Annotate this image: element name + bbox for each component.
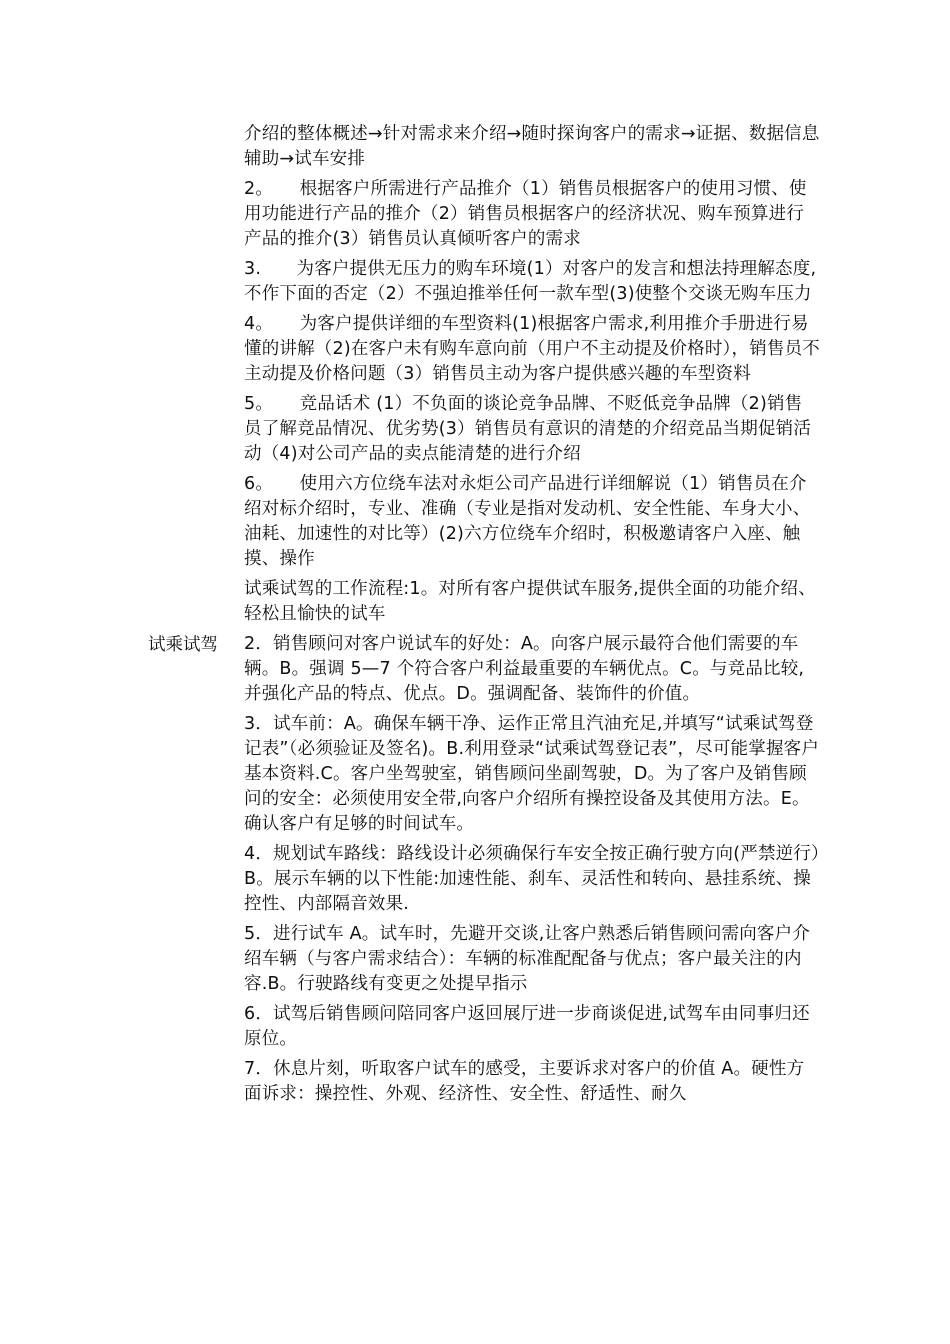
paragraph-test-drive-flow: 试乘试驾的工作流程:1。对所有客户提供试车服务,提供全面的功能介绍、轻松且愉快的试车 [244, 579, 816, 624]
section-label-test-drive: 试乘试驾 [148, 635, 218, 655]
paragraph-test-drive-7: 7．休息片刻，听取客户试车的感受，主要诉求对客户的价值 A。硬性方面诉求：操控性、外观、经济性、安全性、舒适性、耐久 [244, 1059, 805, 1104]
document-body [244, 122, 820, 1112]
paragraph-test-drive-2: 2．销售顾问对客户说试车的好处：A。向客户展示最符合他们需要的车辆。B。强调 5—7 个符合客户利益最重要的车辆优点。C。与竞品比较,并强化产品的特点、优点。D。强调配备、装饰件的价值。 [244, 634, 805, 704]
paragraph-item-4: 4。 为客户提供详细的车型资料(1)根据客户需求,利用推介手册进行易懂的讲解（2)在客户未有购车意向前（用户不主动提及价格时），销售员不主动提及价格问题（3）销售员主动为客户提供感兴趣的车型资料 [244, 314, 821, 384]
paragraph-test-drive-4: 4．规划试车路线：路线设计必须确保行车安全按正确行驶方向(严禁逆行）B。展示车辆的以下性能:加速性能、刹车、灵活性和转向、悬挂系统、操控性、内部隔音效果. [244, 844, 821, 914]
paragraph-test-drive-5: 5．进行试车 A。试车时，先避开交谈,让客户熟悉后销售顾问需向客户介绍车辆（与客户需求结合）：车辆的标准配配备与优点；客户最关注的内容.B。行驶路线有变更之处提早指示 [244, 924, 811, 994]
paragraph-item-2: 2。 根据客户所需进行产品推介（1）销售员根据客户的使用习惯、使用功能进行产品的推介（2）销售员根据客户的经济状况、购车预算进行产品的推介(3）销售员认真倾听客户的需求 [244, 179, 807, 249]
paragraph-item-6: 6。 使用六方位绕车法对永炬公司产品进行详细解说（1）销售员在介绍对标介绍时，专业、准确（专业是指对发动机、安全性能、车身大小、油耗、加速性的对比等）(2)六方位绕车介绍时，积极邀请客户入座、触摸、操作 [244, 474, 811, 569]
paragraph-test-drive-6: 6．试驾后销售顾问陪同客户返回展厅进一步商谈促进,试驾车由同事归还原位。 [244, 1004, 810, 1049]
paragraph-item-3: 3. 为客户提供无压力的购车环境(1）对客户的发言和想法持理解态度,不作下面的否定（2）不强迫推举任何一款车型(3)使整个交谈无购车压力 [244, 259, 817, 304]
paragraph-test-drive-3: 3．试车前：A。确保车辆干净、运作正常且汽油充足,并填写“试乘试驾登记表”（必须验证及签名)。B.利用登录“试乘试驾登记表”，尽可能掌握客户基本资料.C。客户坐驾驶室，销售顾问坐副驾驶，D。为了客户及销售顾问的安全：必须使用安全带,向客户介绍所有操控设备及其使用方法。E。确认客户有足够的时间试车。 [244, 714, 820, 834]
paragraph-intro-flow: 介绍的整体概述→针对需求来介绍→随时探询客户的需求→证据、数据信息辅助→试车安排 [244, 124, 820, 169]
paragraph-item-5: 5。 竞品话术 (1）不负面的谈论竞争品牌、不贬低竞争品牌（2)销售员了解竞品情况、优劣势(3）销售员有意识的清楚的介绍竞品当期促销活动（4)对公司产品的卖点能清楚的进行介绍 [244, 394, 812, 464]
